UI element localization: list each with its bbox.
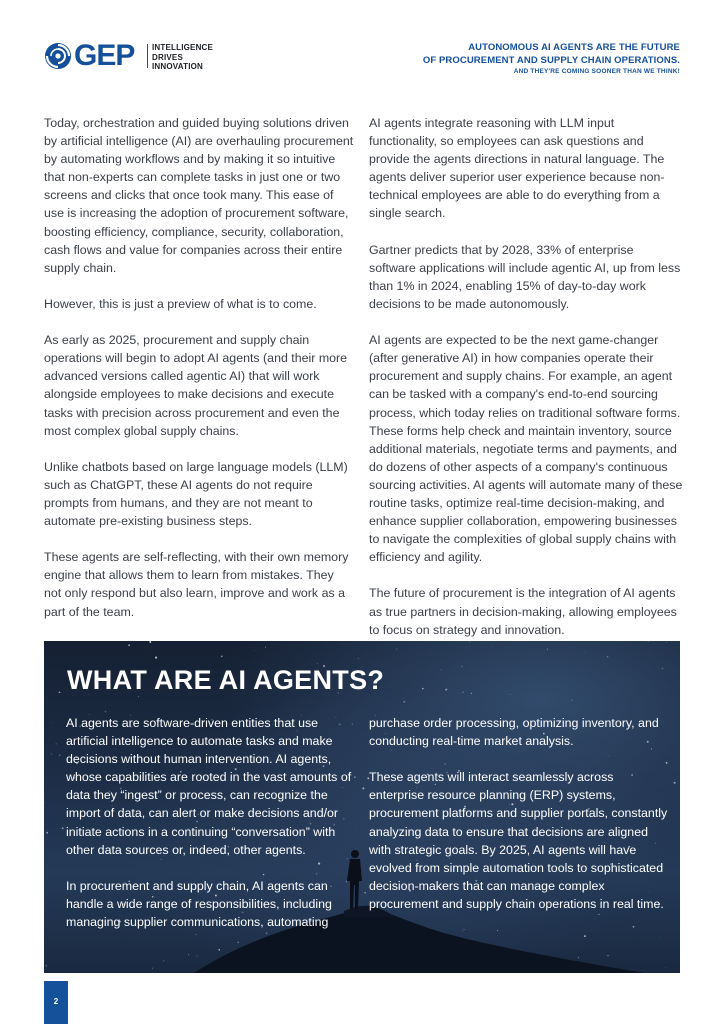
ai-agents-panel [44, 641, 680, 973]
headline-line-1: AUTONOMOUS AI AGENTS ARE THE FUTURE [468, 42, 680, 53]
left-column [44, 114, 354, 639]
panel-title: WHAT ARE AI AGENTS? [67, 665, 385, 695]
page-number: 2 [53, 997, 59, 1006]
headline-line-2: OF PROCUREMENT AND SUPPLY CHAIN OPERATIONS. [422, 54, 680, 66]
paragraph: AI agents are software-driven entities that use artificial intelligence to automate tasks and make decisions without human intervention. AI agents, whose capabilities are rooted in the vast amounts of data they “ingest” or process, can recognize the import of data, can alert or make decisions and/or initiate actions in a continuing “conversation” with other data sources or, indeed, other agents. [66, 716, 352, 857]
paragraph: However, this is just a preview of what is to come. [44, 296, 317, 311]
paragraph: Unlike chatbots based on large language models (LLM) such as ChatGPT, these AI agents do not require prompts from humans, and they are not meant to automate pre-existing business steps. [44, 459, 348, 529]
logo-tagline: INTELLIGENCE DRIVES INNOVATION [152, 43, 214, 71]
paragraph: AI agents are expected to be the next game-changer (after generative AI) in how companies operate their procurement and supply chains. For example, an agent can be tasked with a company's end-to-end sourcing process, which today relies on traditional software forms. These forms help check and maintain inventory, source additional materials, negotiate terms and payments, and do dozens of other aspects of a company's continuous sourcing activities. AI agents will automate many of these routine tasks, optimize real-time decision-making, and enhance supplier collaboration, empowering businesses to navigate the complexities of global supply chains with efficiency and agility. [369, 333, 683, 565]
headline-subtitle: AND THEY'RE COMING SOONER THAN WE THINK! [513, 68, 680, 75]
gep-swirl-icon [44, 42, 72, 70]
panel-left-column [66, 714, 352, 949]
logo-divider [147, 44, 148, 68]
paragraph: The future of procurement is the integration of AI agents as true partners in decision-making, allowing employees to focus on strategy and innovation. [369, 586, 677, 637]
paragraph: As early as 2025, procurement and supply chain operations will begin to adopt AI agents (and their more advanced versions called agentic AI) that will work alongside employees to make decisions and execute tasks with precision across procurement and even the most complex global supply chains. [44, 333, 348, 438]
page-number-tab [44, 981, 68, 1024]
logo-wordmark: GEP [74, 39, 135, 72]
paragraph: In procurement and supply chain, AI agents can handle a wide range of responsibilities, including managing supplier communications, automating [66, 878, 332, 930]
paragraph: purchase order processing, optimizing inventory, and conducting real-time market analysis. [369, 716, 659, 749]
paragraph: Gartner predicts that by 2028, 33% of enterprise software applications will include agentic AI, up from less than 1% in 2024, enabling 15% of day-to-day work decisions to be made autonomously. [369, 242, 681, 311]
paragraph: These agents will interact seamlessly across enterprise resource planning (ERP) systems, procurement platforms and supplier portals, constantly analyzing data to ensure that decisions are aligned with strategic goals. By 2025, AI agents will have evolved from simple automation tools to sophisticated decision-makers that can manage complex procurement and supply chain operations in real time. [369, 770, 668, 911]
panel-right-column [369, 714, 669, 931]
page-headline [380, 42, 680, 77]
paragraph: AI agents integrate reasoning with LLM input functionality, so employees can ask questions and provide the agents directions in natural language. The agents deliver superior user experience because non-technical employees are able to do everything from a single search. [369, 116, 665, 221]
gep-logo [44, 39, 224, 72]
paragraph: Today, orchestration and guided buying solutions driven by artificial intelligence (AI) are overhauling procurement by automating workflows and by making it so intuitive that non-experts can complete tasks in just one or two screens and clicks that once took many. This ease of use is increasing the adoption of procurement software, boosting efficiency, compliance, security, collaboration, cash flows and value for companies across their entire supply chain. [44, 116, 354, 275]
paragraph: These agents are self-reflecting, with their own memory engine that allows them to learn from mistakes. They not only respond but also learn, improve and work as a part of the team. [44, 550, 349, 619]
right-column [369, 114, 683, 657]
